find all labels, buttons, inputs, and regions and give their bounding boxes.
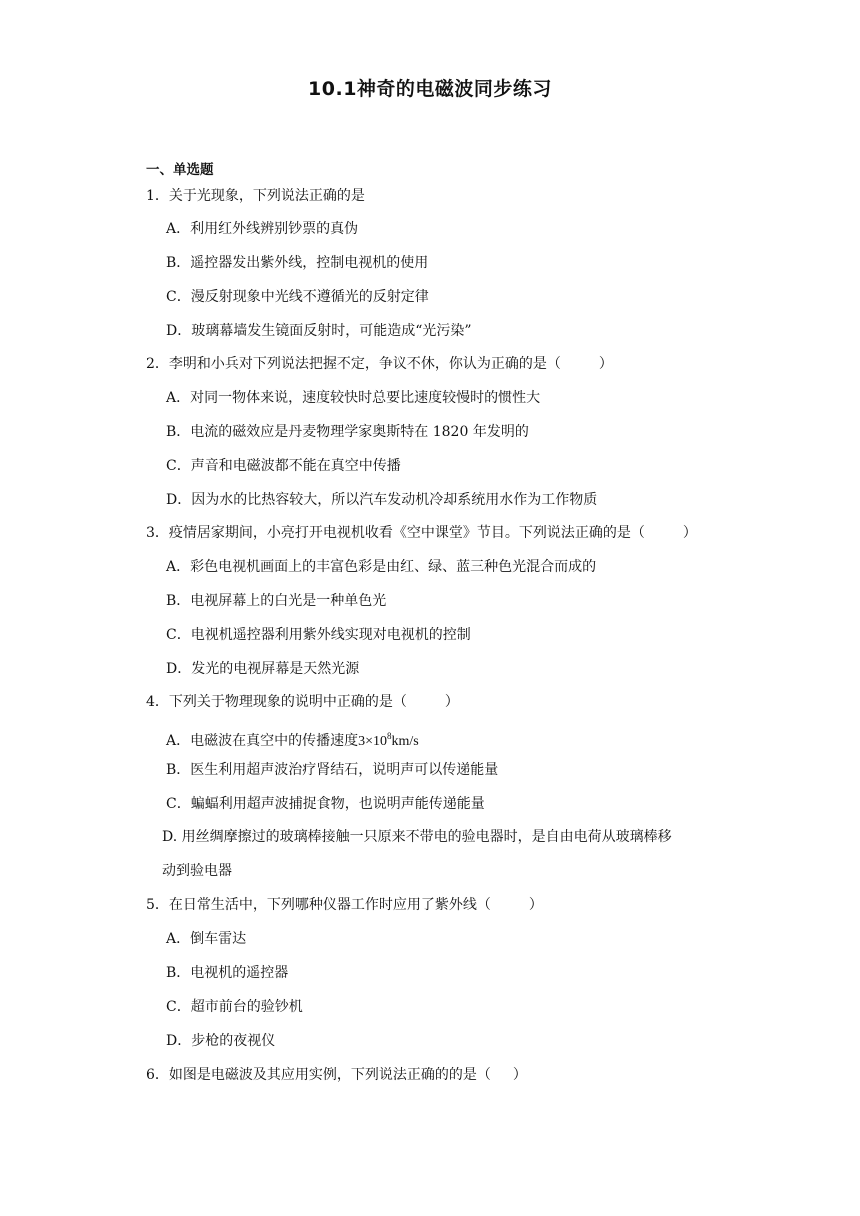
question-3-option-b: B．电视屏幕上的白光是一种单色光 xyxy=(166,593,387,609)
section-heading: 一、单选题 xyxy=(146,162,214,178)
question-2-stem-end: ） xyxy=(598,356,613,372)
question-6-stem-line xyxy=(146,1065,527,1085)
option-a-text: A．电磁波在真空中的传播速度 xyxy=(166,733,359,749)
speed-base: 3×10 xyxy=(358,734,388,749)
question-6-stem-end: ） xyxy=(512,1067,527,1083)
question-3-stem-end: ） xyxy=(682,525,697,541)
question-4-option-d-continued: 动到验电器 xyxy=(162,863,232,879)
question-4-option-a xyxy=(166,726,419,752)
question-5-option-c: C．超市前台的验钞机 xyxy=(166,999,303,1015)
question-4-option-d: D. 用丝绸摩擦过的玻璃棒接触一只原来不带电的验电器时，是自由电荷从玻璃棒移 xyxy=(162,829,672,845)
question-3-stem: 3．疫情居家期间，小亮打开电视机收看《空中课堂》节目。下列说法正确的是（ xyxy=(146,525,645,541)
question-1-option-d: D．玻璃幕墙发生镜面反射时，可能造成“光污染” xyxy=(166,323,472,339)
question-2-stem: 2．李明和小兵对下列说法把握不定，争议不休，你认为正确的是（ xyxy=(146,356,561,372)
question-4-option-c: C．蝙蝠利用超声波捕捉食物，也说明声能传递能量 xyxy=(166,796,485,812)
question-6-stem: 6．如图是电磁波及其应用实例，下列说法正确的的是（ xyxy=(146,1067,491,1083)
question-3-option-a: A．彩色电视机画面上的丰富色彩是由红、绿、蓝三种色光混合而成的 xyxy=(166,559,597,575)
question-2-option-a: A．对同一物体来说，速度较快时总要比速度较慢时的惯性大 xyxy=(166,390,541,406)
question-4-stem: 4．下列关于物理现象的说明中正确的是（ xyxy=(146,694,407,710)
question-2-option-d: D．因为水的比热容较大，所以汽车发动机冷却系统用水作为工作物质 xyxy=(166,492,598,508)
question-5-stem: 5．在日常生活中，下列哪种仪器工作时应用了紫外线（ xyxy=(146,897,491,913)
question-3-option-d: D．发光的电视屏幕是天然光源 xyxy=(166,661,360,677)
question-4-stem-line xyxy=(146,692,459,712)
question-5-option-a: A．倒车雷达 xyxy=(166,931,247,947)
question-3-stem-line xyxy=(146,523,697,543)
question-4-stem-end: ） xyxy=(444,694,459,710)
question-5-stem-end: ） xyxy=(528,897,543,913)
question-5-option-d: D．步枪的夜视仪 xyxy=(166,1033,276,1049)
question-3-option-c: C．电视机遥控器利用紫外线实现对电视机的控制 xyxy=(166,627,471,643)
question-1-option-b: B．遥控器发出紫外线，控制电视机的使用 xyxy=(166,255,429,271)
speed-exponent: 8 xyxy=(387,731,392,741)
question-2-stem-line xyxy=(146,354,613,374)
question-5-option-b: B．电视机的遥控器 xyxy=(166,965,289,981)
speed-unit: km/s xyxy=(391,734,419,749)
page-title: 10.1神奇的电磁波同步练习 xyxy=(308,78,552,100)
question-4-option-b: B．医生利用超声波治疗肾结石，说明声可以传递能量 xyxy=(166,762,499,778)
question-1-option-a: A．利用红外线辨别钞票的真伪 xyxy=(166,221,359,237)
question-2-option-b: B．电流的磁效应是丹麦物理学家奥斯特在 1820 年发明的 xyxy=(166,424,529,440)
question-2-option-c: C．声音和电磁波都不能在真空中传播 xyxy=(166,458,401,474)
question-5-stem-line xyxy=(146,895,543,915)
question-1-stem: 1．关于光现象，下列说法正确的是 xyxy=(146,188,365,204)
question-1-option-c: C．漫反射现象中光线不遵循光的反射定律 xyxy=(166,289,429,305)
